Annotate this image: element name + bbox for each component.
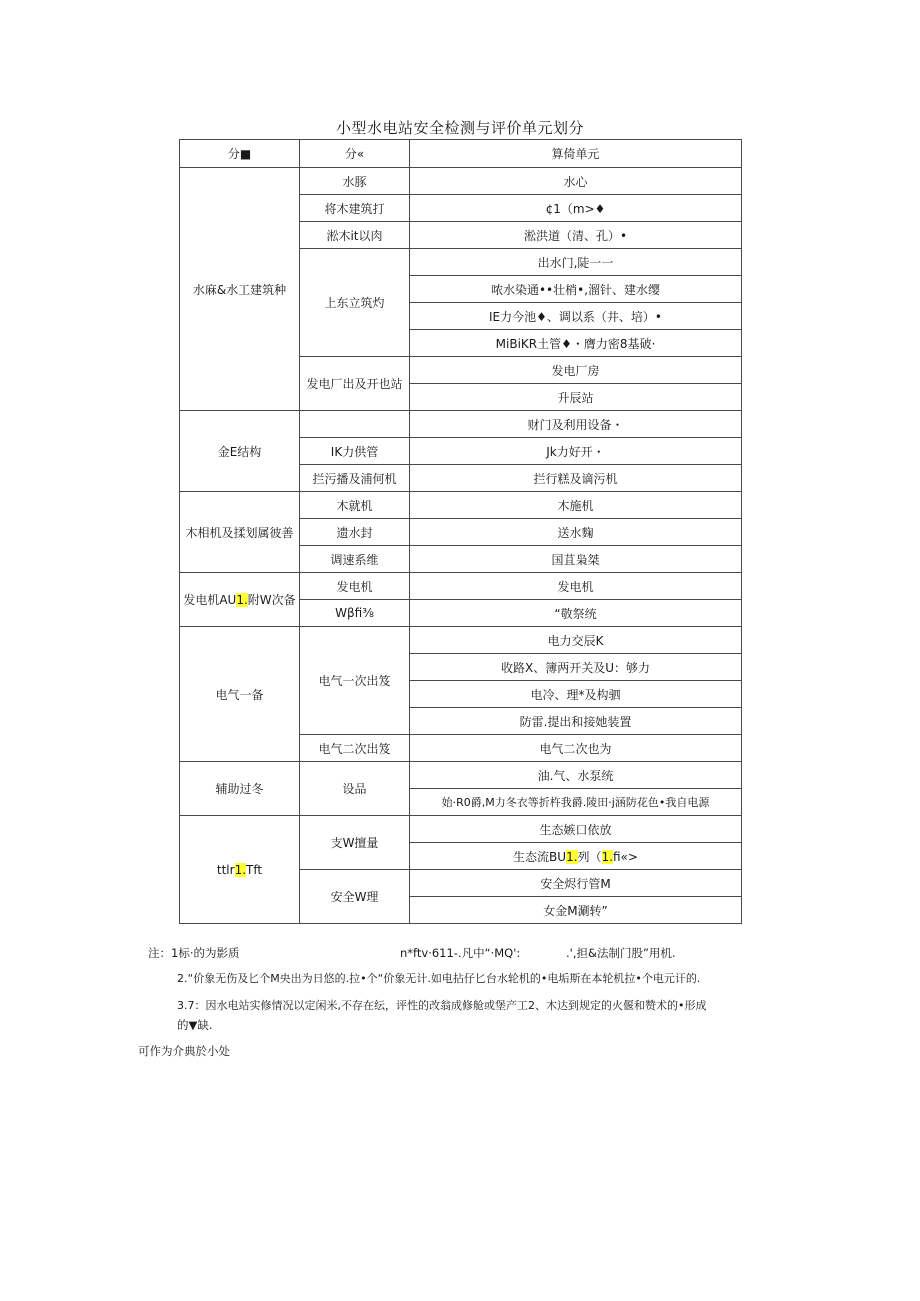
subcategory-cell: 遗水封 <box>300 519 410 546</box>
category-cell: 电气一备 <box>180 627 300 762</box>
unit-cell: 安全烬行管M <box>410 870 742 897</box>
subcategory-cell: 调速系维 <box>300 546 410 573</box>
footnote-1-label: 注：1标·的为影质 <box>148 946 240 960</box>
category-text: ttlr <box>216 862 235 877</box>
unit-text: 列（ <box>577 849 602 864</box>
subcategory-cell: 将木建筑打 <box>300 195 410 222</box>
unit-text: 生态流BU <box>513 849 567 864</box>
unit-cell: 水心 <box>410 168 742 195</box>
subcategory-cell <box>300 411 410 438</box>
unit-cell: 收路X、簿两开关及U：够力 <box>410 654 742 681</box>
footnote-1-end: .',担&法制门股”用机. <box>566 946 676 960</box>
unit-cell: 发电机 <box>410 573 742 600</box>
unit-cell: 电力交辰K <box>410 627 742 654</box>
table-row <box>180 627 742 654</box>
subcategory-cell: 发电厂出及开也站 <box>300 357 410 411</box>
unit-text: fi«> <box>612 849 638 864</box>
unit-cell: 国苴枭桀 <box>410 546 742 573</box>
subcategory-cell: 设品 <box>300 762 410 816</box>
table-row <box>180 816 742 843</box>
category-cell: 辅助过冬 <box>180 762 300 816</box>
subcategory-cell: 电气二次出笈 <box>300 735 410 762</box>
unit-cell: Jk力好开・ <box>410 438 742 465</box>
subcategory-cell: 拦污播及浦何机 <box>300 465 410 492</box>
unit-cell: “敬祭统 <box>410 600 742 627</box>
footnote-2: 2.“价象无伤及匕个M央出为日悠的.拉•个“价象无计.如电拈仔匕台水轮机的•电垢斯在本轮机拉•个电元讦的. <box>177 972 701 985</box>
highlighted-text: 1. <box>566 849 578 864</box>
category-cell <box>180 816 300 924</box>
unit-cell: 拦行糕及谪污机 <box>410 465 742 492</box>
subcategory-cell: 水豚 <box>300 168 410 195</box>
header-unit: 算倚单元 <box>410 140 742 168</box>
footnote-3-line-1: 3.7：因水电站实修情况以定闲米,不存在纭，评性的改翁成修舱或堡产工2、木达到规定的火偃和赞术的•形成 <box>177 999 707 1012</box>
header-subcategory: 分« <box>300 140 410 168</box>
subcategory-cell: 木就机 <box>300 492 410 519</box>
table-row <box>180 168 742 195</box>
unit-cell: 生态嫉口依放 <box>410 816 742 843</box>
footnote-3-line-2: 的▼缺. <box>177 1018 213 1032</box>
unit-cell <box>410 843 742 870</box>
page-title: 小型水电站安全检测与评价单元划分 <box>335 119 584 137</box>
subcategory-cell: 上东立筑灼 <box>300 249 410 357</box>
subcategory-cell: Wβfi⅜ <box>300 600 410 627</box>
unit-cell: ¢1（m>♦ <box>410 195 742 222</box>
unit-cell: 电气二次也为 <box>410 735 742 762</box>
subcategory-cell: 电气一次出笈 <box>300 627 410 735</box>
table-row <box>180 573 742 600</box>
unit-cell: 发电厂房 <box>410 357 742 384</box>
unit-cell: 出水门,陡一一 <box>410 249 742 276</box>
category-text: 发电机AU <box>183 593 237 607</box>
category-cell: 水麻&水工建筑种 <box>180 168 300 411</box>
unit-cell: 始·R0爵,M力冬衣等折杵我爵.陵田·j涵防花色•我自电源 <box>410 789 742 816</box>
unit-cell: 财门及利用设备・ <box>410 411 742 438</box>
unit-cell: 木施机 <box>410 492 742 519</box>
unit-cell: 哝水染通••壮梢•,溜针、建水缨 <box>410 276 742 303</box>
subcategory-cell: 支W擅量 <box>300 816 410 870</box>
table-row <box>180 411 742 438</box>
highlighted-text: 1. <box>601 849 613 864</box>
category-text: 附W次备 <box>247 593 296 607</box>
subcategory-cell: 发电机 <box>300 573 410 600</box>
trailing-text: 可作为介典於小处 <box>138 1044 230 1058</box>
unit-cell: 防雷.提出和接她装置 <box>410 708 742 735</box>
table-row <box>180 492 742 519</box>
highlighted-text: 1. <box>234 862 247 877</box>
unit-cell: 升辰站 <box>410 384 742 411</box>
category-cell: 木相机及揉划属彼善 <box>180 492 300 573</box>
category-cell <box>180 573 300 627</box>
unit-cell: IE力今池♦、调以系（井、培）• <box>410 303 742 330</box>
unit-cell: 电冷、理*及构驷 <box>410 681 742 708</box>
evaluation-unit-table <box>179 139 742 924</box>
unit-cell: MiBiKR土管♦・膺力密8基破· <box>410 330 742 357</box>
subcategory-cell: 安全W理 <box>300 870 410 924</box>
header-category: 分■ <box>180 140 300 168</box>
unit-cell: 油.气、水泵统 <box>410 762 742 789</box>
category-cell: 金E结构 <box>180 411 300 492</box>
table-header-row <box>180 140 742 168</box>
highlighted-text: 1. <box>236 593 248 607</box>
unit-cell: 淞洪道（清、孔）• <box>410 222 742 249</box>
subcategory-cell: 淞木it以肉 <box>300 222 410 249</box>
table-row <box>180 762 742 789</box>
unit-cell: 送水麴 <box>410 519 742 546</box>
subcategory-cell: IK力供管 <box>300 438 410 465</box>
footnote-1-middle: n*ftv·611-.凡中“·MQ': <box>400 946 521 960</box>
category-text: Tft <box>246 862 263 877</box>
unit-cell: 女金M涮转” <box>410 897 742 924</box>
